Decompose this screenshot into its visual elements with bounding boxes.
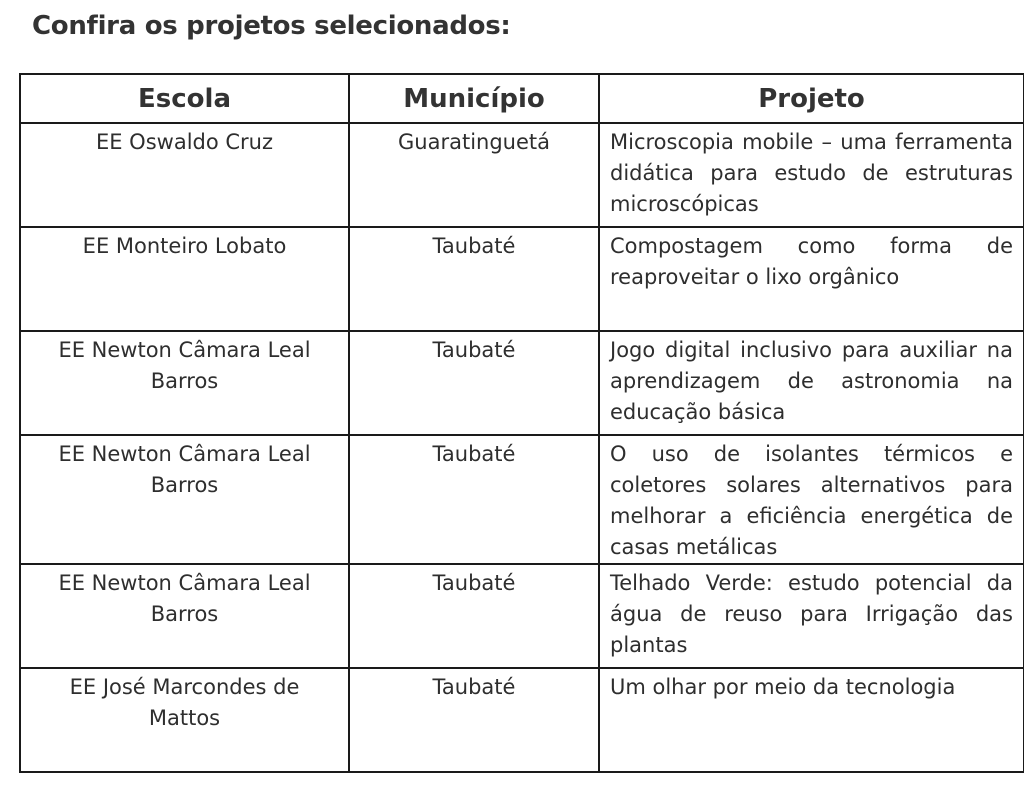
cell-municipio: Guaratinguetá <box>349 123 599 227</box>
table-row <box>20 227 1024 331</box>
cell-projeto: Compostagem como forma de reaproveitar o lixo orgânico <box>599 227 1024 331</box>
table-row <box>20 564 1024 668</box>
cell-municipio: Taubaté <box>349 227 599 331</box>
cell-municipio: Taubaté <box>349 564 599 668</box>
cell-escola: EE Oswaldo Cruz <box>20 123 349 227</box>
table-row <box>20 123 1024 227</box>
cell-escola: EE Newton Câmara Leal Barros <box>20 564 349 668</box>
page-title: Confira os projetos selecionados: <box>32 11 511 41</box>
cell-projeto: Telhado Verde: estudo potencial da água de reuso para Irrigação das plantas <box>599 564 1024 668</box>
header-municipio: Município <box>349 74 599 123</box>
cell-municipio: Taubaté <box>349 435 599 564</box>
cell-escola: EE José Marcondes de Mattos <box>20 668 349 772</box>
table-header-row <box>20 74 1024 123</box>
cell-escola: EE Newton Câmara Leal Barros <box>20 435 349 564</box>
table-row <box>20 331 1024 435</box>
cell-municipio: Taubaté <box>349 668 599 772</box>
cell-municipio: Taubaté <box>349 331 599 435</box>
table-row <box>20 435 1024 564</box>
header-projeto: Projeto <box>599 74 1024 123</box>
cell-escola: EE Monteiro Lobato <box>20 227 349 331</box>
cell-escola: EE Newton Câmara Leal Barros <box>20 331 349 435</box>
cell-projeto: Um olhar por meio da tecnologia <box>599 668 1024 772</box>
cell-projeto: Jogo digital inclusivo para auxiliar na aprendizagem de astronomia na educação básica <box>599 331 1024 435</box>
header-escola: Escola <box>20 74 349 123</box>
cell-projeto: Microscopia mobile – uma ferramenta didática para estudo de estruturas microscópicas <box>599 123 1024 227</box>
cell-projeto: O uso de isolantes térmicos e coletores solares alternativos para melhorar a eficiência energética de casas metálicas <box>599 435 1024 564</box>
projects-table <box>19 73 1024 773</box>
table-row <box>20 668 1024 772</box>
